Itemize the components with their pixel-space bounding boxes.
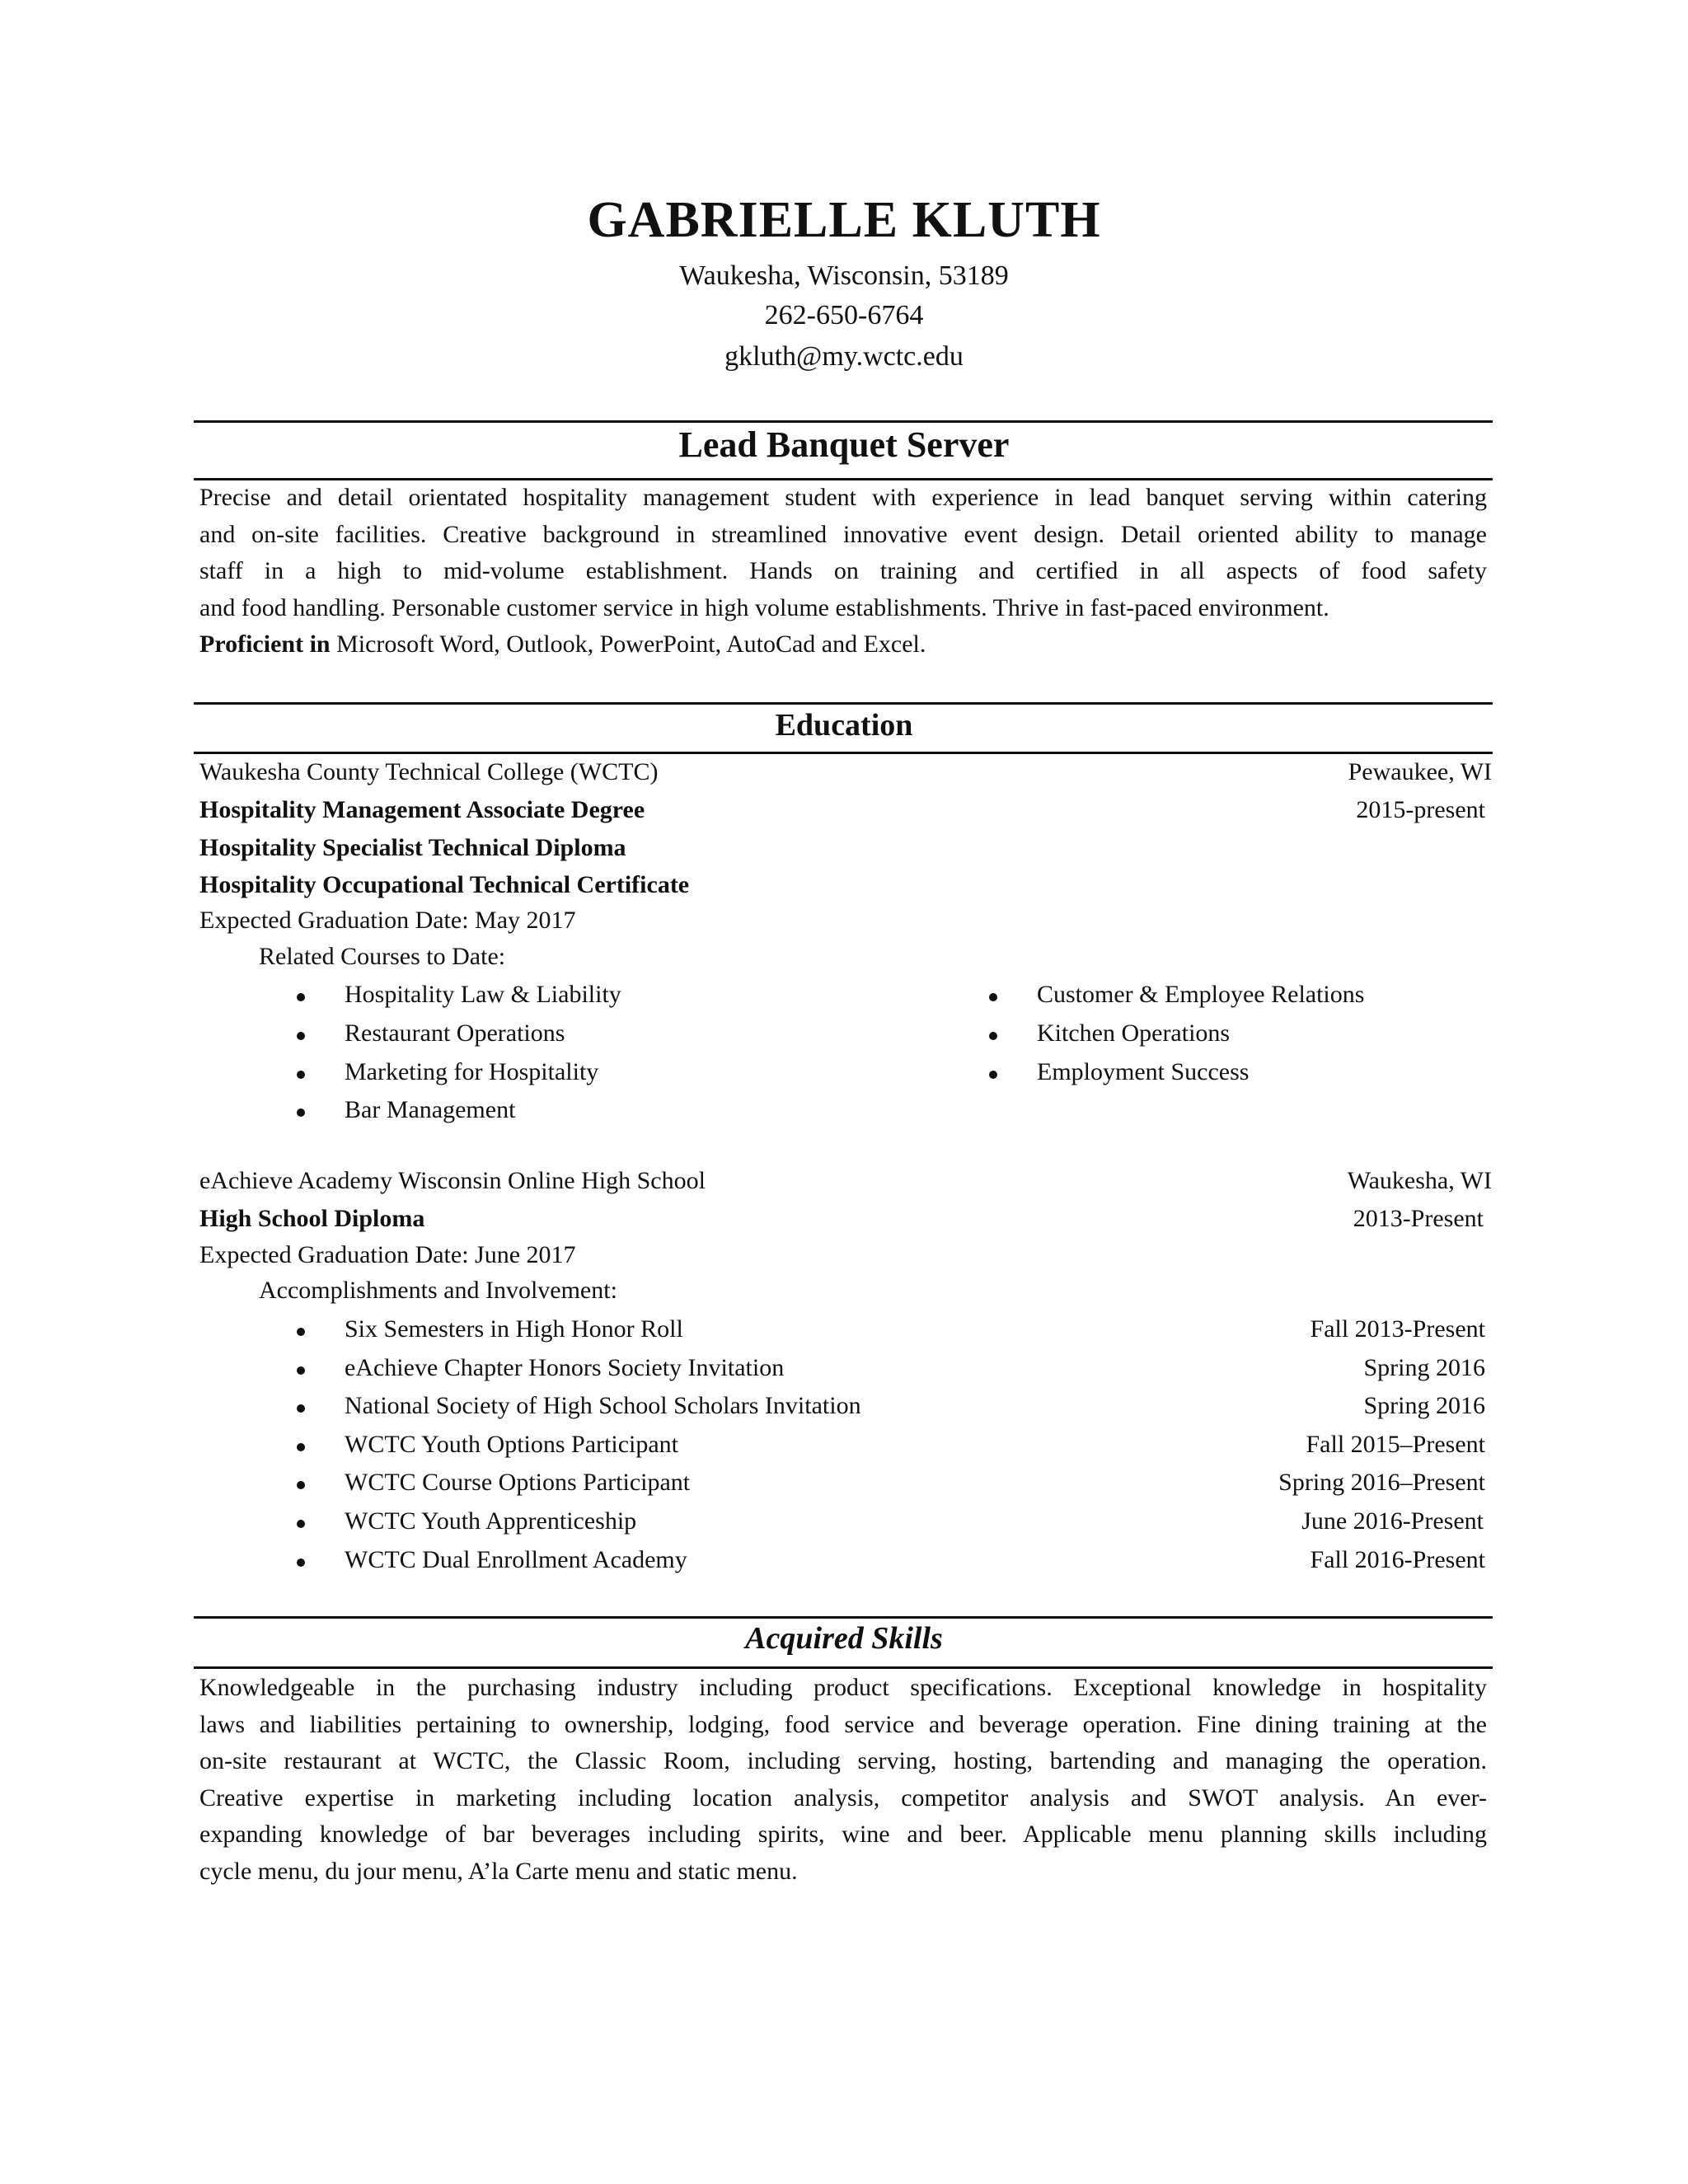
section-rule-bottom xyxy=(194,752,1493,754)
summary-line: and food handling. Personable customer service in high volume establishments. Thrive in fast-paced environment. xyxy=(199,593,1329,621)
accomplishment-date: Spring 2016 xyxy=(1363,1354,1485,1381)
bullet-icon xyxy=(989,993,997,1001)
course-item: Bar Management xyxy=(345,1096,516,1123)
wctc-diploma: Hospitality Specialist Technical Diploma xyxy=(199,834,626,861)
email: gkluth@my.wctc.edu xyxy=(724,341,964,372)
bullet-icon xyxy=(297,1032,305,1040)
accomplishment-item: National Society of High School Scholars Invitation xyxy=(345,1392,861,1419)
bullet-icon xyxy=(297,1071,305,1079)
skills-title: Acquired Skills xyxy=(745,1621,943,1656)
wctc-degree: Hospitality Management Associate Degree xyxy=(199,796,645,823)
accomplishment-item: WCTC Youth Options Participant xyxy=(345,1431,679,1458)
wctc-school: Waukesha County Technical College (WCTC) xyxy=(199,758,659,785)
section-rule-top xyxy=(194,702,1493,705)
objective-summary xyxy=(199,480,1487,663)
skills-line: Creative expertise in marketing including location analysis, competitor analysis and SWOT analysis. An ever- xyxy=(199,1783,1487,1811)
accomplishment-date: Spring 2016–Present xyxy=(1278,1469,1485,1496)
accomplishment-item: WCTC Course Options Participant xyxy=(345,1469,691,1496)
skills-line: on-site restaurant at WCTC, the Classic Room, including serving, hosting, bartending and managing the operation. xyxy=(199,1747,1487,1774)
section-rule-top xyxy=(194,420,1493,423)
bullet-icon xyxy=(297,993,305,1001)
eachieve-location: Waukesha, WI xyxy=(1347,1167,1492,1194)
bullet-icon xyxy=(989,1032,997,1040)
courses-label: Related Courses to Date: xyxy=(259,943,506,970)
eachieve-degree: High School Diploma xyxy=(199,1205,425,1232)
eachieve-graduation: Expected Graduation Date: June 2017 xyxy=(199,1241,576,1268)
skills-line: Knowledgeable in the purchasing industry including product specifications. Exceptional knowledge in hospitality xyxy=(199,1674,1487,1701)
accomplishment-date: Spring 2016 xyxy=(1363,1392,1485,1419)
wctc-graduation: Expected Graduation Date: May 2017 xyxy=(199,907,576,934)
accomplishment-item: Six Semesters in High Honor Roll xyxy=(345,1315,683,1343)
section-rule-bottom xyxy=(194,1666,1493,1669)
summary-line: and on-site facilities. Creative background in streamlined innovative event design. Detail oriented ability to manage xyxy=(199,520,1487,548)
bullet-icon xyxy=(297,1443,305,1451)
course-item: Kitchen Operations xyxy=(1037,1019,1231,1047)
education-title: Education xyxy=(775,708,913,743)
wctc-location: Pewaukee, WI xyxy=(1348,758,1492,785)
skills-line: laws and liabilities pertaining to ownership, lodging, food service and beverage operation. Fine dining training at the xyxy=(199,1710,1487,1738)
candidate-name: GABRIELLE KLUTH xyxy=(587,192,1101,248)
bullet-icon xyxy=(297,1558,305,1567)
proficiency-line xyxy=(199,626,1487,663)
course-item: Employment Success xyxy=(1037,1058,1250,1085)
skills-summary xyxy=(199,1670,1487,1890)
proficient-text: Microsoft Word, Outlook, PowerPoint, AutoCad and Excel. xyxy=(330,630,926,658)
wctc-dates: 2015-present xyxy=(1356,796,1485,823)
bullet-icon xyxy=(297,1481,305,1489)
course-item: Customer & Employee Relations xyxy=(1037,981,1365,1008)
course-item: Hospitality Law & Liability xyxy=(345,981,621,1008)
bullet-icon xyxy=(297,1328,305,1336)
accomplishment-date: June 2016-Present xyxy=(1301,1507,1484,1535)
summary-line: staff in a high to mid-volume establishment. Hands on training and certified in all aspects of food safety xyxy=(199,557,1487,584)
accomplishment-item: eAchieve Chapter Honors Society Invitation xyxy=(345,1354,785,1381)
course-item: Restaurant Operations xyxy=(345,1019,565,1047)
summary-line: Precise and detail orientated hospitality management student with experience in lead banquet serving within catering xyxy=(199,484,1487,511)
location: Waukesha, Wisconsin, 53189 xyxy=(679,260,1009,291)
accomplishments-label: Accomplishments and Involvement: xyxy=(259,1277,617,1304)
eachieve-dates: 2013-Present xyxy=(1353,1205,1484,1232)
wctc-certificate: Hospitality Occupational Technical Certificate xyxy=(199,871,690,898)
bullet-icon xyxy=(297,1404,305,1413)
eachieve-school: eAchieve Academy Wisconsin Online High School xyxy=(199,1167,706,1194)
accomplishment-date: Fall 2016-Present xyxy=(1310,1546,1485,1573)
objective-title: Lead Banquet Server xyxy=(678,424,1010,465)
bullet-icon xyxy=(297,1108,305,1117)
accomplishment-date: Fall 2013-Present xyxy=(1310,1315,1485,1343)
bullet-icon xyxy=(297,1520,305,1528)
accomplishment-item: WCTC Dual Enrollment Academy xyxy=(345,1546,687,1573)
bullet-icon xyxy=(297,1366,305,1375)
accomplishment-date: Fall 2015–Present xyxy=(1306,1431,1485,1458)
proficient-label: Proficient in xyxy=(199,630,331,658)
section-rule-top xyxy=(194,1616,1493,1619)
phone: 262-650-6764 xyxy=(764,300,924,330)
bullet-icon xyxy=(989,1071,997,1079)
course-item: Marketing for Hospitality xyxy=(345,1058,599,1085)
accomplishment-item: WCTC Youth Apprenticeship xyxy=(345,1507,637,1535)
skills-line: expanding knowledge of bar beverages including spirits, wine and beer. Applicable menu planning skills including xyxy=(199,1821,1487,1848)
skills-line: cycle menu, du jour menu, A’la Carte menu and static menu. xyxy=(199,1857,798,1885)
